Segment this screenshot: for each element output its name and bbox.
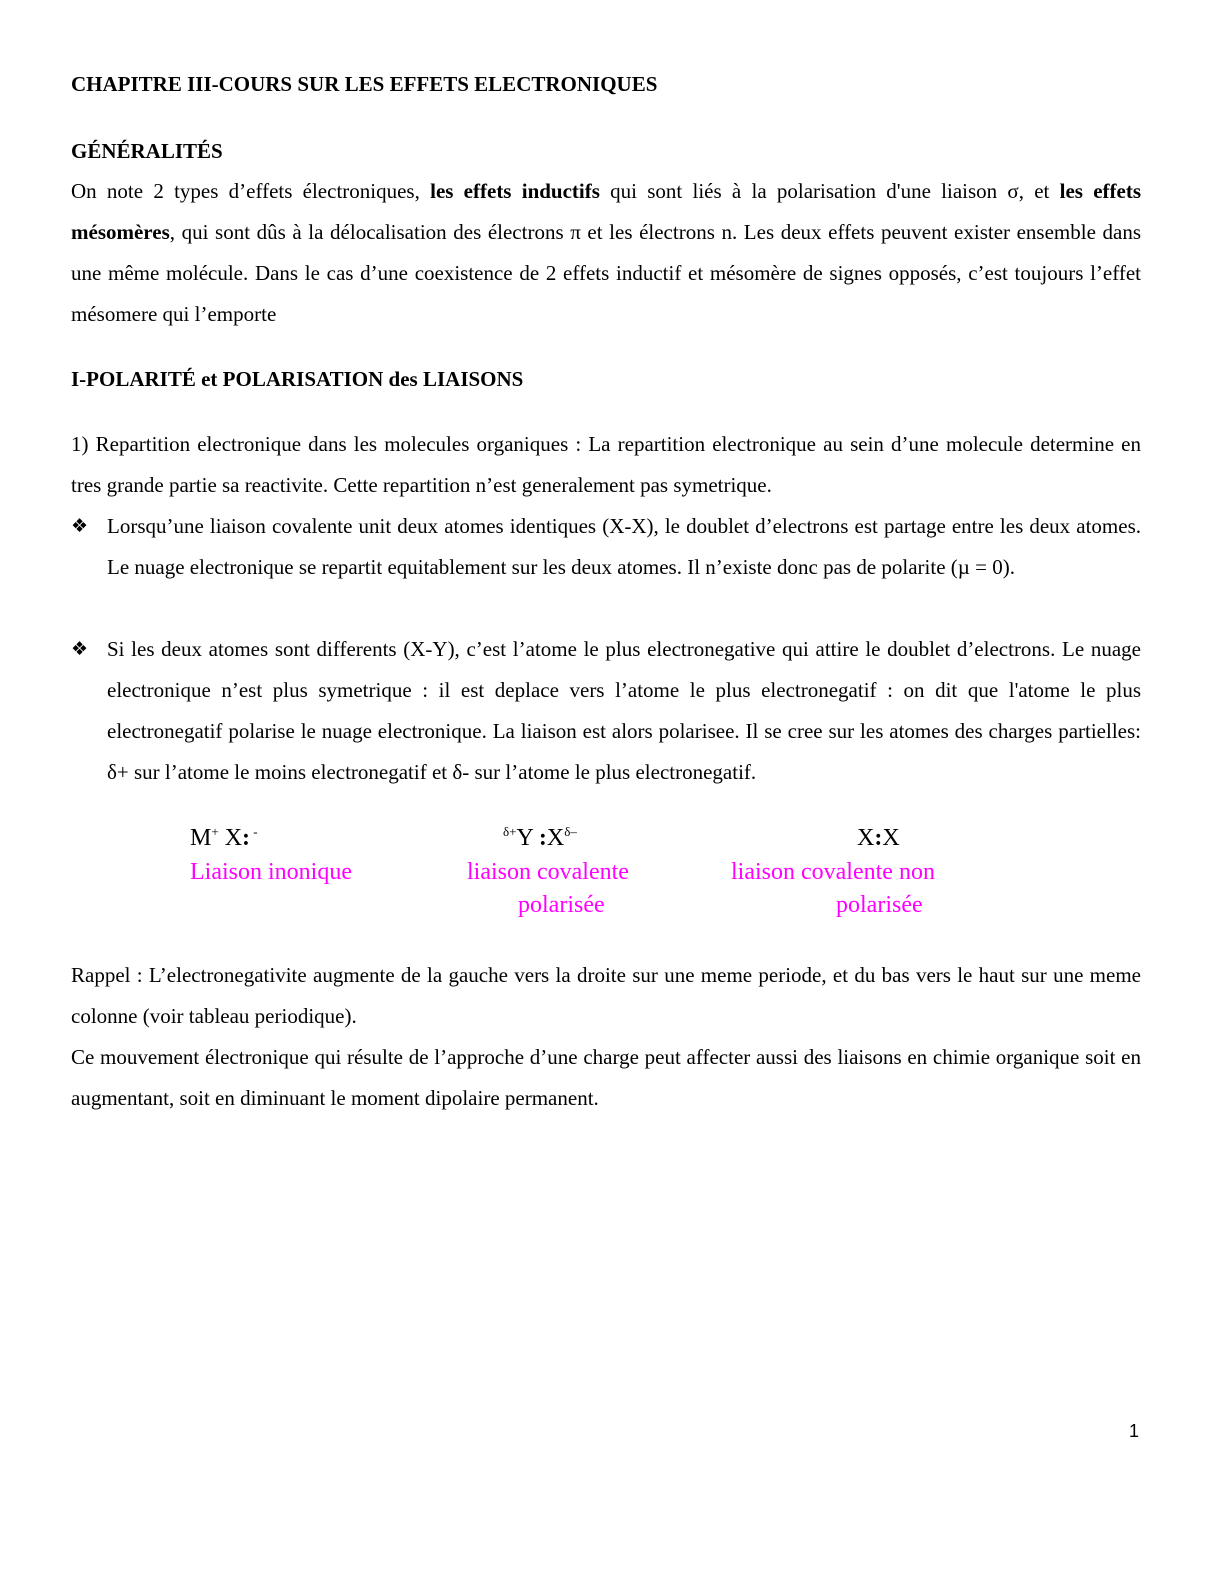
section1-heading: I-POLARITÉ et POLARISATION des LIAISONS [71, 367, 524, 391]
chapter-title: CHAPITRE III-COURS SUR LES EFFETS ELECTRONIQUES [71, 72, 658, 96]
polar-covalent-formula: $^{\delta+}$Y $:X^{\delta-}$ [503, 824, 577, 851]
generalites-text-c: qui sont liés à la polarisation d'une liaison σ, et [599, 179, 1060, 203]
bullet-item-identical-atoms [71, 506, 1141, 588]
polar-covalent-caption-line1: liaison covalente [467, 859, 629, 885]
nonpolar-covalent-caption-line1: liaison covalente non [731, 859, 935, 885]
effets-inductifs-term: les effets inductifs [430, 179, 600, 203]
bullet-text: Si les deux atomes sont differents (X-Y), c’est l’atome le plus electronegative qui attire le doublet d’electrons. Le nuage electronique n’est plus symetrique : il est deplace vers l’atome le plus electronegatif : on dit que l'atome le plus electronegatif polarise le nuage electronique. La liaison est alors polarisee. Il se cree sur les atomes des charges partielles: δ+ sur l’atome le moins electronegatif et δ- sur l’atome le plus electronegatif. [107, 637, 1141, 784]
section1-intro: 1) Repartition electronique dans les molecules organiques : La repartition electronique au sein d’une molecule determine en tres grande partie sa reactivite. Cette repartition n’est generalement pas symetrique. [71, 432, 1141, 497]
ionic-bond-formula: M+ X: - [190, 824, 258, 851]
page-number: 1 [1129, 1421, 1140, 1441]
polar-covalent-caption-line2: polarisée [518, 892, 605, 918]
ionic-bond-caption: Liaison inonique [190, 859, 352, 885]
bullet-text: Lorsqu’une liaison covalente unit deux atomes identiques (X-X), le doublet d’electrons est partage entre les deux atomes. Le nuage electronique se repartit equitablement sur les deux atomes. Il n’existe donc pas de polarite (µ = 0). [107, 514, 1141, 579]
bullet-item-different-atoms [71, 629, 1141, 793]
diamond-bullet-icon: ❖ [71, 515, 89, 537]
mouvement-paragraph: Ce mouvement électronique qui résulte de l’approche d’une charge peut affecter aussi des liaisons en chimie organique soit en augmentant, soit en diminuant le moment dipolaire permanent. [71, 1045, 1141, 1110]
nonpolar-covalent-formula: X:X [857, 825, 900, 851]
generalites-heading: GÉNÉRALITÉS [71, 139, 223, 163]
rappel-paragraph: Rappel : L’electronegativite augmente de la gauche vers la droite sur une meme periode, et du bas vers le haut sur une meme colonne (voir tableau periodique). [71, 963, 1141, 1028]
nonpolar-covalent-caption-line2: polarisée [836, 892, 923, 918]
effets-mesomeres-term: les effets mésomères [71, 179, 1141, 244]
generalites-text-e: , qui sont dûs à la délocalisation des électrons π et les électrons n. Les deux effets peuvent exister ensemble dans une même molécule. Dans le cas d’une coexistence de 2 effets inductif et mésomère de signes opposés, c’est toujours l’effet mésomere qui l’emporte [71, 220, 1141, 326]
diamond-bullet-icon: ❖ [71, 638, 89, 660]
generalites-text-a: On note 2 types d’effets électroniques, [71, 179, 431, 203]
generalites-paragraph [71, 171, 1141, 335]
